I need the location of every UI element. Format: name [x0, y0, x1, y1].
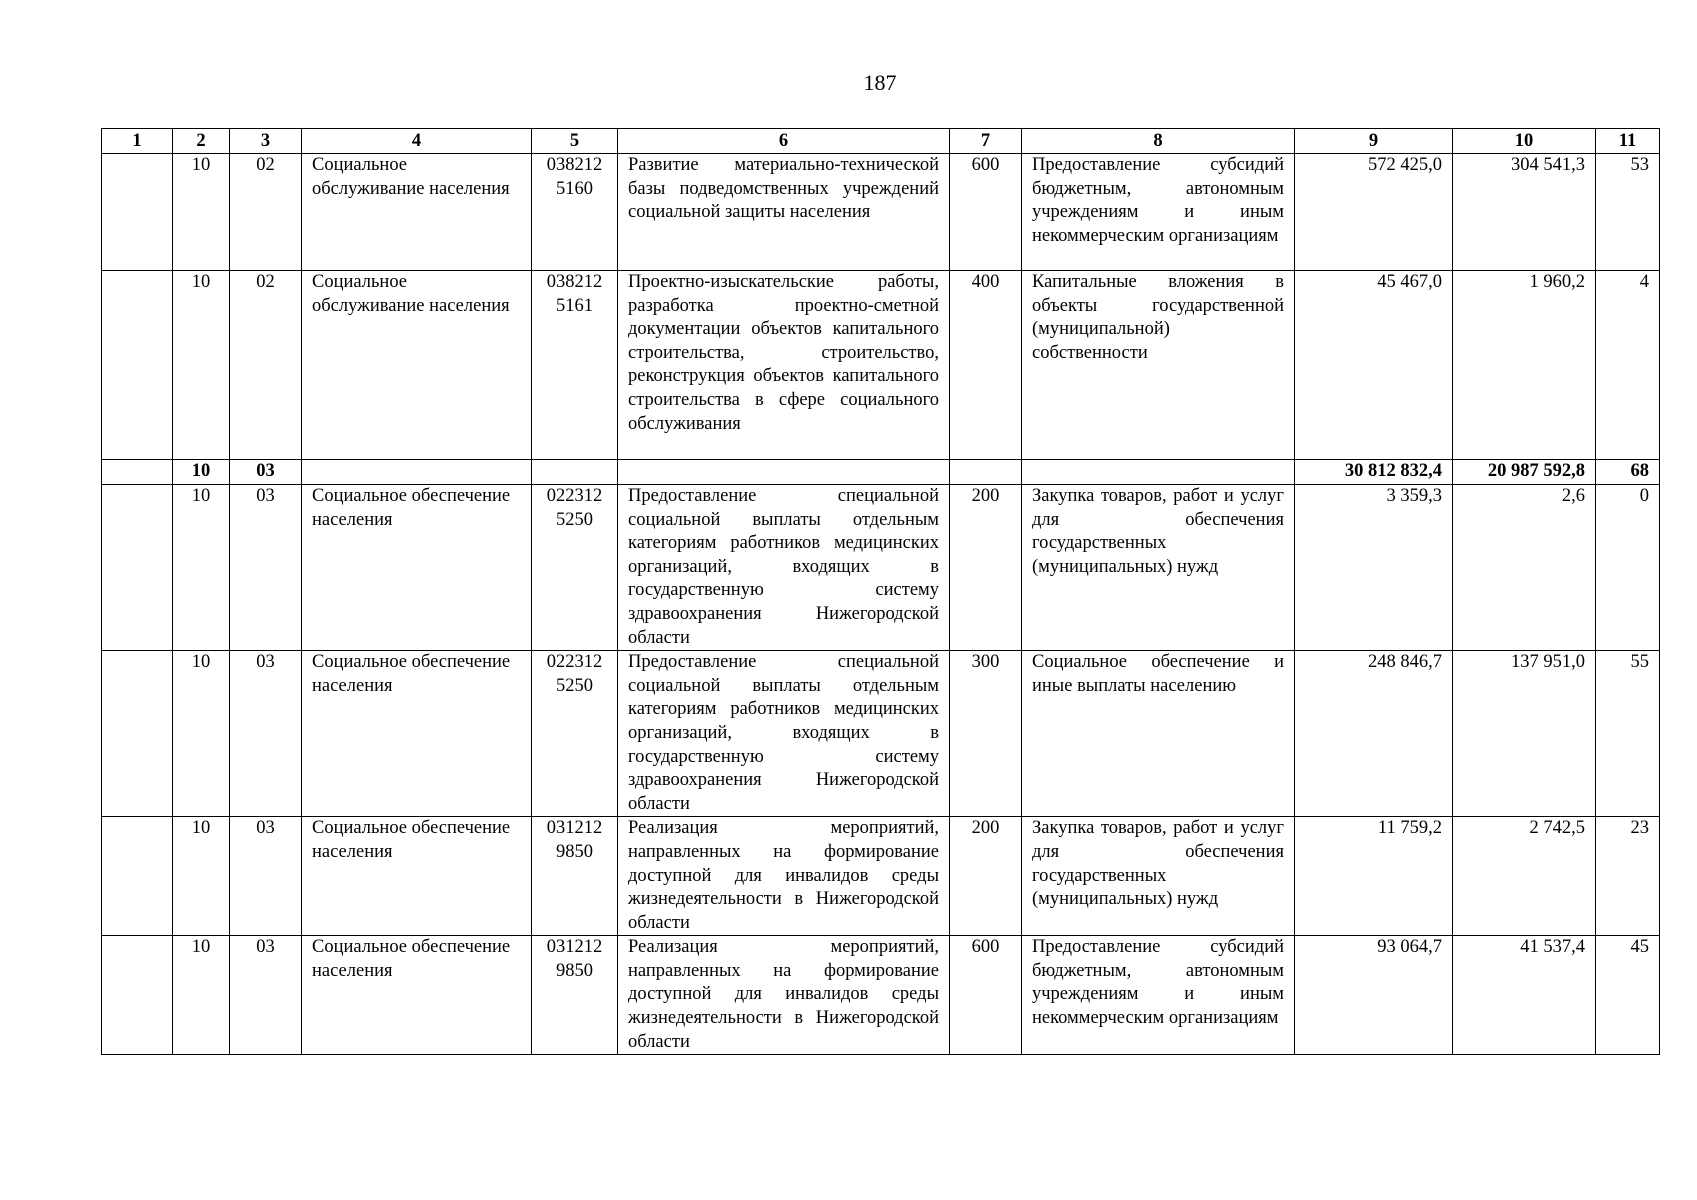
cell-target-name — [618, 460, 950, 485]
cell-expense-type: 200 — [950, 817, 1022, 936]
cell-section: 10 — [173, 651, 230, 817]
column-header: 3 — [230, 129, 302, 154]
cell-percent: 45 — [1596, 936, 1660, 1055]
column-header: 4 — [302, 129, 532, 154]
cell-subsection-name: Социальное обеспечение населения — [302, 485, 532, 651]
cell-subsection: 02 — [230, 154, 302, 271]
target-code-part2: 9850 — [556, 960, 593, 981]
target-code-part1: 031212 — [546, 937, 603, 958]
cell-actual: 137 951,0 — [1453, 651, 1596, 817]
cell-subsection: 03 — [230, 651, 302, 817]
cell-expense-type: 300 — [950, 651, 1022, 817]
cell-col1 — [102, 651, 173, 817]
cell-plan: 3 359,3 — [1295, 485, 1453, 651]
cell-subsection-name — [302, 460, 532, 485]
cell-expense-type: 400 — [950, 271, 1022, 460]
table-row — [102, 271, 1660, 460]
cell-plan: 45 467,0 — [1295, 271, 1453, 460]
cell-target-code — [532, 936, 618, 1055]
column-header: 10 — [1453, 129, 1596, 154]
cell-target-name: Проектно-изыскательские работы, разработка проектно-сметной документации объектов капитального строительства, строительство, реконструкция объектов капитального строительства в сфере социального обслуживания — [618, 271, 950, 460]
cell-percent: 68 — [1596, 460, 1660, 485]
cell-col1 — [102, 460, 173, 485]
column-header: 6 — [618, 129, 950, 154]
column-header: 1 — [102, 129, 173, 154]
cell-section: 10 — [173, 271, 230, 460]
cell-target-code — [532, 651, 618, 817]
target-code-part1: 022312 — [546, 652, 603, 673]
cell-col1 — [102, 485, 173, 651]
table-body — [102, 154, 1660, 1055]
cell-plan: 30 812 832,4 — [1295, 460, 1453, 485]
cell-subsection: 02 — [230, 271, 302, 460]
cell-actual: 304 541,3 — [1453, 154, 1596, 271]
cell-subsection-name: Социальное обслуживание населения — [302, 271, 532, 460]
cell-expense-name: Социальное обеспечение и иные выплаты населению — [1022, 651, 1295, 817]
cell-plan: 11 759,2 — [1295, 817, 1453, 936]
column-header: 5 — [532, 129, 618, 154]
cell-percent: 23 — [1596, 817, 1660, 936]
cell-percent: 55 — [1596, 651, 1660, 817]
cell-actual: 2 742,5 — [1453, 817, 1596, 936]
target-code-part2: 5250 — [556, 675, 593, 696]
target-code-part2: 9850 — [556, 841, 593, 862]
cell-expense-type: 600 — [950, 154, 1022, 271]
cell-col1 — [102, 154, 173, 271]
cell-plan: 248 846,7 — [1295, 651, 1453, 817]
cell-section: 10 — [173, 936, 230, 1055]
cell-subsection-name: Социальное обеспечение населения — [302, 651, 532, 817]
target-code-part1: 031212 — [546, 818, 603, 839]
target-code-part1: 038212 — [546, 272, 603, 292]
table-header — [102, 129, 1660, 154]
cell-section: 10 — [173, 817, 230, 936]
cell-col1 — [102, 936, 173, 1055]
cell-actual: 2,6 — [1453, 485, 1596, 651]
cell-subsection: 03 — [230, 936, 302, 1055]
table-row — [102, 651, 1660, 817]
cell-expense-name: Закупка товаров, работ и услуг для обеспечения государственных (муниципальных) нужд — [1022, 485, 1295, 651]
cell-plan: 572 425,0 — [1295, 154, 1453, 271]
cell-percent: 4 — [1596, 271, 1660, 460]
cell-plan: 93 064,7 — [1295, 936, 1453, 1055]
cell-section: 10 — [173, 460, 230, 485]
cell-actual: 20 987 592,8 — [1453, 460, 1596, 485]
cell-col1 — [102, 817, 173, 936]
cell-target-code — [532, 271, 618, 460]
cell-expense-name — [1022, 460, 1295, 485]
cell-target-name: Предоставление специальной социальной выплаты отдельным категориям работников медицинских организаций, входящих в государственную систему здравоохранения Нижегородской области — [618, 651, 950, 817]
cell-subsection: 03 — [230, 817, 302, 936]
cell-subsection-name: Социальное обеспечение населения — [302, 817, 532, 936]
cell-section: 10 — [173, 485, 230, 651]
cell-target-name: Реализация мероприятий, направленных на формирование доступной для инвалидов среды жизнедеятельности в Нижегородской области — [618, 936, 950, 1055]
cell-target-code — [532, 154, 618, 271]
budget-table — [101, 128, 1660, 1055]
page-number: 187 — [863, 70, 897, 95]
cell-section: 10 — [173, 154, 230, 271]
target-code-part2: 5161 — [556, 295, 593, 316]
column-header: 7 — [950, 129, 1022, 154]
table-row — [102, 485, 1660, 651]
cell-target-name: Реализация мероприятий, направленных на формирование доступной для инвалидов среды жизнедеятельности в Нижегородской области — [618, 817, 950, 936]
table-row — [102, 817, 1660, 936]
cell-subsection-name: Социальное обслуживание населения — [302, 154, 532, 271]
column-header: 11 — [1596, 129, 1660, 154]
cell-target-name: Развитие материально-технической базы подведомственных учреждений социальной защиты населения — [618, 154, 950, 271]
cell-subsection-name: Социальное обеспечение населения — [302, 936, 532, 1055]
table-row — [102, 936, 1660, 1055]
cell-expense-type: 200 — [950, 485, 1022, 651]
cell-target-name: Предоставление специальной социальной выплаты отдельным категориям работников медицинских организаций, входящих в государственную систему здравоохранения Нижегородской области — [618, 485, 950, 651]
cell-percent: 0 — [1596, 485, 1660, 651]
target-code-part1: 038212 — [546, 155, 603, 175]
column-header: 2 — [173, 129, 230, 154]
column-header: 8 — [1022, 129, 1295, 154]
cell-col1 — [102, 271, 173, 460]
column-header: 9 — [1295, 129, 1453, 154]
cell-actual: 1 960,2 — [1453, 271, 1596, 460]
cell-subsection: 03 — [230, 485, 302, 651]
cell-expense-name: Предоставление субсидий бюджетным, автономным учреждениям и иным некоммерческим организациям — [1022, 154, 1295, 271]
cell-expense-type: 600 — [950, 936, 1022, 1055]
cell-target-code — [532, 485, 618, 651]
cell-expense-name: Капитальные вложения в объекты государственной (муниципальной) собственности — [1022, 271, 1295, 460]
cell-target-code — [532, 817, 618, 936]
cell-expense-name: Закупка товаров, работ и услуг для обеспечения государственных (муниципальных) нужд — [1022, 817, 1295, 936]
cell-expense-name: Предоставление субсидий бюджетным, автономным учреждениям и иным некоммерческим организациям — [1022, 936, 1295, 1055]
target-code-part2: 5160 — [556, 178, 593, 199]
cell-percent: 53 — [1596, 154, 1660, 271]
cell-expense-type — [950, 460, 1022, 485]
table-row — [102, 154, 1660, 271]
cell-subsection: 03 — [230, 460, 302, 485]
target-code-part1: 022312 — [546, 486, 603, 506]
cell-actual: 41 537,4 — [1453, 936, 1596, 1055]
cell-target-code — [532, 460, 618, 485]
header-row — [102, 129, 1660, 154]
target-code-part2: 5250 — [556, 509, 593, 530]
subtotal-row — [102, 460, 1660, 485]
